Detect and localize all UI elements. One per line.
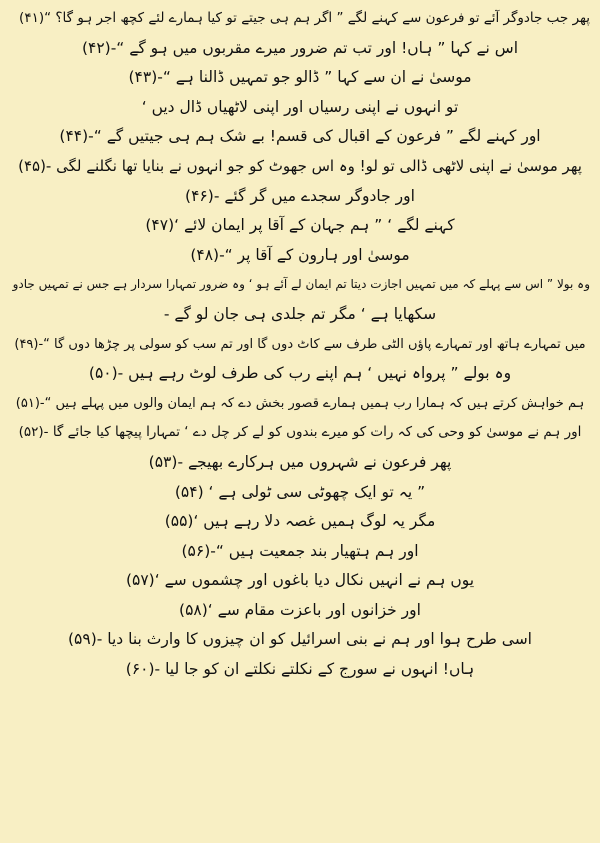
text-line-9: موسیٰ اور ہارون کے آقا پر “-(۴۸) [190,245,410,264]
text-line-4: تو انہوں نے اپنی رسیاں اور اپنی لاٹھیاں ڈال دیں ‘ [141,97,459,116]
text-line-16: پھر فرعون نے شہروں میں ہرکارے بھیجے -(۵۳) [148,452,452,471]
text-line-14: ہم خواہش کرتے ہیں کہ ہمارا رب ہمیں ہمارے قصور بخش دے کہ ہم ایمان والوں میں پہلے ہیں “-(۵۱) [15,395,585,411]
text-line-18: مگر یہ لوگ ہمیں غصہ دلا رہے ہیں ‘(۵۵) [164,512,436,531]
text-line-10: وہ بولا ” اس سے پہلے کہ میں تمہیں اجازت دیتا تم ایمان لے آئے ہو ‘ وہ ضرور تمہارا سردار ہے جس نے تمہیں جادو [12,277,590,292]
text-line-2: اس نے کہا ” ہاں! اور تب تم ضرور میرے مقربوں میں ہو گے “-(۴۲) [81,38,519,57]
text-line-17: ” یہ تو ایک چھوٹی سی ٹولی ہے ‘ (۵۴) [174,482,426,501]
text-line-23: ہاں! انہوں نے سورج کے نکلتے نکلتے ان کو جا لیا -(۶۰) [125,660,475,679]
text-line-11: سکھایا ہے ‘ مگر تم جلدی ہی جان لو گے - [163,304,437,323]
text-line-15: اور ہم نے موسیٰ کو وحی کی کہ رات کو میرے بندوں کو لے کر چل دے ‘ تمہارا پیچھا کیا جائے گا -(۵۲) [18,424,582,441]
text-line-5: اور کہنے لگے ” فرعون کے اقبال کی قسم! بے شک ہم ہی جیتیں گے “-(۴۴) [59,127,541,146]
text-line-12: میں تمہارے ہاتھ اور تمہارے پاؤں الٹی طرف سے کاٹ دوں گا اور تم سب کو سولی پر چڑھا دوں گا “-(۴۹) [14,336,586,352]
text-line-1: پھر جب جادوگر آئے تو فرعون سے کہنے لگے ” اگر ہم ہی جیتے تو کیا ہمارے لئے کچھ اجر ہو گا؟ “(۴۱) [19,10,590,26]
text-line-20: یوں ہم نے انہیں نکال دیا باغوں اور چشموں سے ‘(۵۷) [125,571,475,590]
text-line-21: اور خزانوں اور باعزت مقام سے ‘(۵۸) [179,600,421,619]
text-line-13: وہ بولے ” پرواہ نہیں ‘ ہم اپنے رب کی طرف لوٹ رہے ہیں -(۵۰) [88,364,512,383]
text-line-6: پھر موسیٰ نے اپنی لاٹھی ڈالی تو لو! وہ اس جھوٹ کو جو انہوں نے بنایا تھا نگلنے لگی -(۴۵) [18,156,582,175]
text-line-19: اور ہم ہتھیار بند جمعیت ہیں “-(۵۶) [181,541,419,560]
text-line-8: کہنے لگے ‘ ” ہم جہان کے آقا پر ایمان لائے ‘(۴۷) [145,216,455,235]
text-line-3: موسیٰ نے ان سے کہا ” ڈالو جو تمہیں ڈالنا ہے “-(۴۳) [128,68,472,87]
text-line-7: اور جادوگر سجدے میں گر گئے -(۴۶) [185,186,415,205]
text-line-22: اسی طرح ہوا اور ہم نے بنی اسرائیل کو ان چیزوں کا وارث بنا دیا -(۵۹) [67,630,532,649]
